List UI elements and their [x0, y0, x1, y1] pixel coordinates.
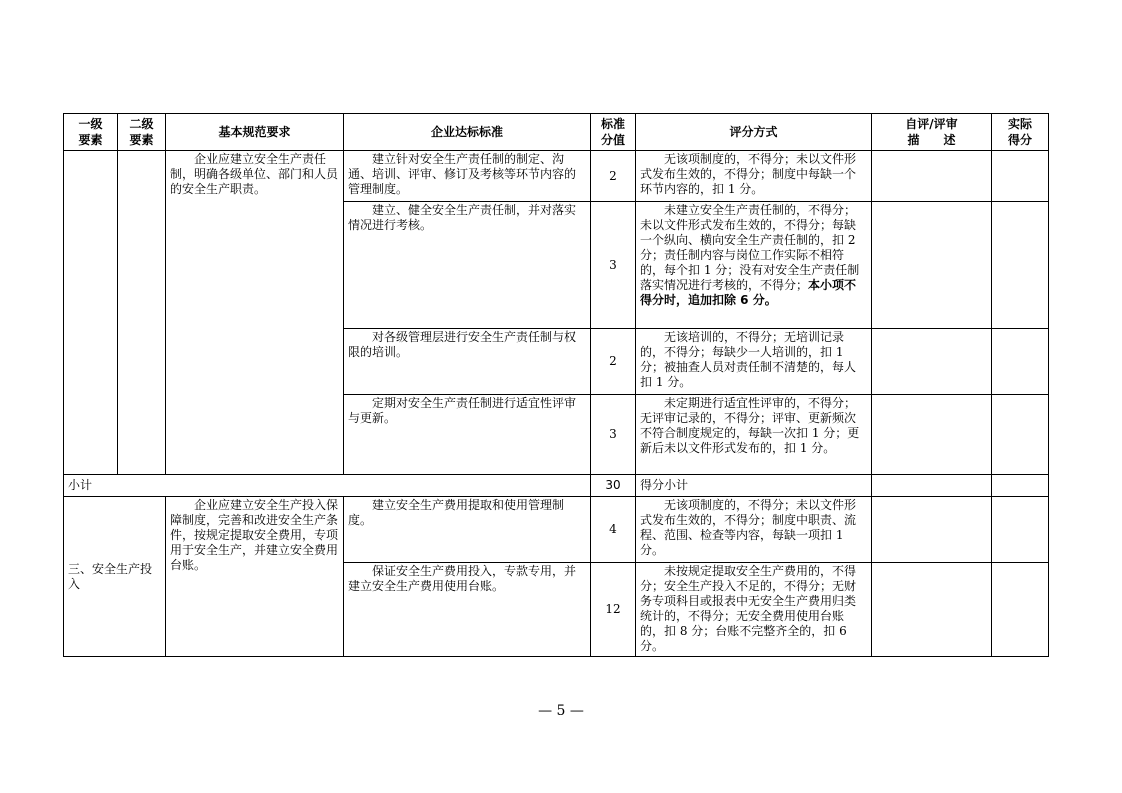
header-level1: 一级 要素: [64, 114, 118, 151]
method-bold-text: 本小项不得分时，追加扣除 6 分。: [640, 278, 857, 307]
standard-cell: 建立安全生产费用提取和使用管理制度。: [344, 497, 591, 563]
standard-cell: 保证安全生产费用投入，专款专用，并建立安全生产费用使用台账。: [344, 563, 591, 657]
description-cell: [872, 202, 992, 329]
score-cell: 3: [591, 395, 636, 475]
subtotal-method-label: 得分小计: [636, 475, 872, 497]
description-cell: [872, 329, 992, 395]
header-actual-score: 实际 得分: [992, 114, 1049, 151]
method-cell: 未定期进行适宜性评审的，不得分；无评审记录的，不得分；评审、更新频次不符合制度规定的，每缺一次扣 1 分；更新后未以文件形式发布的，扣 1 分。: [636, 395, 872, 475]
description-cell: [872, 475, 992, 497]
requirement-cell: 企业应建立安全生产投入保障制度，完善和改进安全生产条件，按规定提取安全费用，专项用于安全生产，并建立安全费用台账。: [166, 497, 344, 657]
subtotal-row: [64, 475, 1049, 497]
header-description: 自评/评审 描 述: [872, 114, 992, 151]
actual-score-cell: [992, 202, 1049, 329]
table-row: [64, 151, 1049, 202]
standard-cell: 建立、健全安全生产责任制，并对落实情况进行考核。: [344, 202, 591, 329]
subtotal-score: 30: [591, 475, 636, 497]
description-cell: [872, 151, 992, 202]
method-cell: 无该培训的，不得分；无培训记录的，不得分；每缺少一人培训的，扣 1 分；被抽查人员对责任制不清楚的，每人扣 1 分。: [636, 329, 872, 395]
actual-score-cell: [992, 563, 1049, 657]
method-cell: 未按规定提取安全生产费用的，不得分；安全生产投入不足的，不得分；无财务专项科目或报表中无安全生产费用归类统计的，不得分；无安全费用使用台账的，扣 8 分；台账不完整齐全的，扣 6 分。: [636, 563, 872, 657]
header-score: 标准 分值: [591, 114, 636, 151]
method-cell: 无该项制度的，不得分；未以文件形式发布生效的，不得分；制度中每缺一个环节内容的，扣 1 分。: [636, 151, 872, 202]
score-cell: 12: [591, 563, 636, 657]
requirement-cell: 企业应建立安全生产责任制，明确各级单位、部门和人员的安全生产职责。: [166, 151, 344, 475]
description-cell: [872, 563, 992, 657]
score-cell: 4: [591, 497, 636, 563]
page-number: — 5 —: [538, 703, 584, 719]
score-cell: 2: [591, 151, 636, 202]
score-cell: 3: [591, 202, 636, 329]
header-method: 评分方式: [636, 114, 872, 151]
header-requirement: 基本规范要求: [166, 114, 344, 151]
level1-cell: [64, 151, 118, 475]
method-text: 未建立安全生产责任制的，不得分；未以文件形式发布生效的，不得分；每缺一个纵向、横向安全生产责任制的，扣 2 分；责任制内容与岗位工作实际不相符的，每个扣 1 分；没有对安全生产责任制落实情况进行考核的，不得分；: [640, 203, 860, 292]
header-level2: 二级 要素: [118, 114, 166, 151]
subtotal-label: 小计: [64, 475, 591, 497]
actual-score-cell: [992, 329, 1049, 395]
actual-score-cell: [992, 497, 1049, 563]
level2-cell: [118, 151, 166, 475]
actual-score-cell: [992, 395, 1049, 475]
description-cell: [872, 497, 992, 563]
score-cell: 2: [591, 329, 636, 395]
table-header-row: [64, 114, 1049, 151]
table-row: [64, 497, 1049, 563]
actual-score-cell: [992, 475, 1049, 497]
method-cell: [636, 202, 872, 329]
standard-cell: 对各级管理层进行安全生产责任制与权限的培训。: [344, 329, 591, 395]
standard-cell: 建立针对安全生产责任制的制定、沟通、培训、评审、修订及考核等环节内容的管理制度。: [344, 151, 591, 202]
description-cell: [872, 395, 992, 475]
standards-table: [63, 113, 1049, 657]
level1-section-title: 三、安全生产投入: [64, 497, 166, 657]
standard-cell: 定期对安全生产责任制进行适宜性评审与更新。: [344, 395, 591, 475]
method-cell: 无该项制度的，不得分；未以文件形式发布生效的，不得分；制度中职责、流程、范围、检查等内容，每缺一项扣 1 分。: [636, 497, 872, 563]
header-standard: 企业达标标准: [344, 114, 591, 151]
actual-score-cell: [992, 151, 1049, 202]
